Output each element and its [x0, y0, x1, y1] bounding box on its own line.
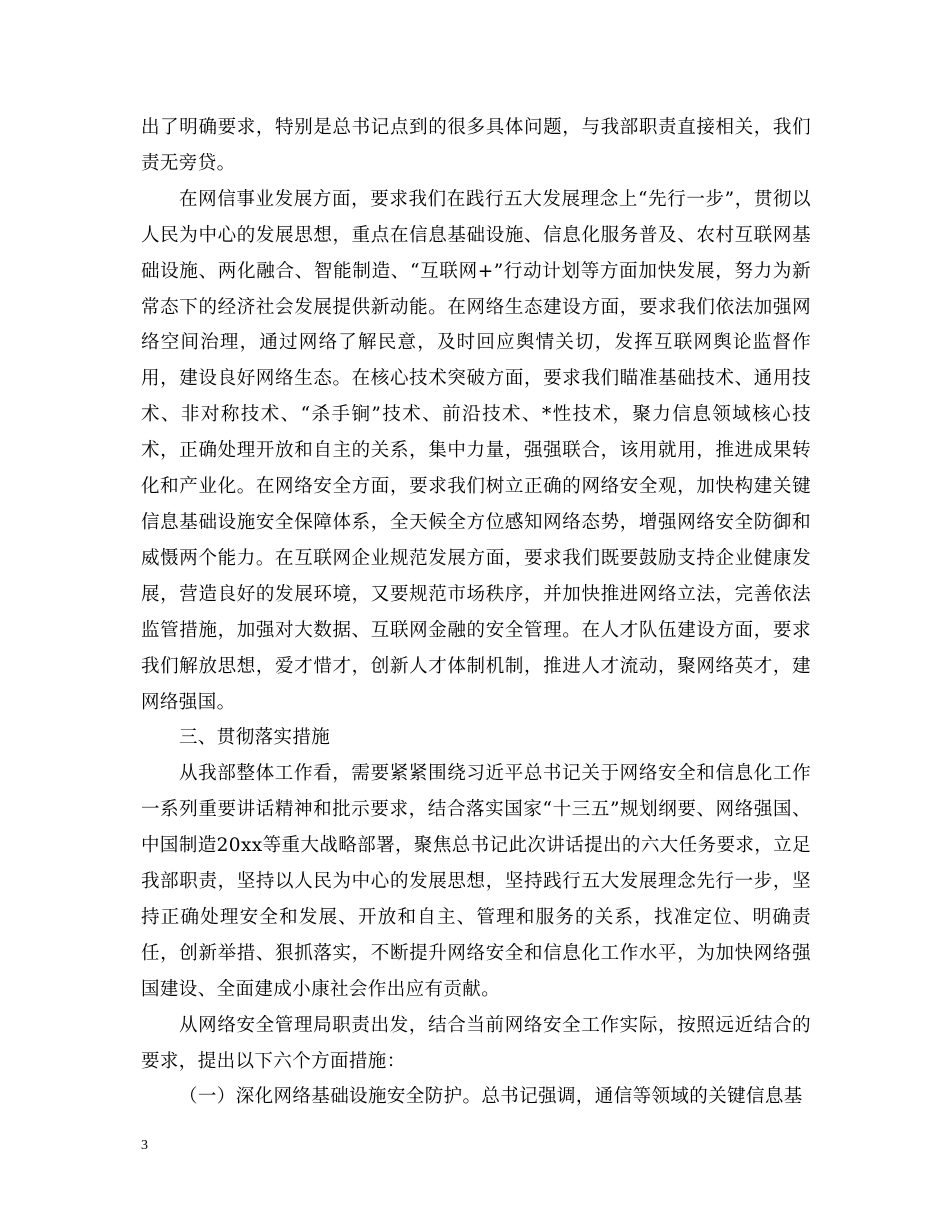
- page-number: 3: [141, 1138, 148, 1153]
- paragraph-bureau-duties: 从网络安全管理局职责出发，结合当前网络安全工作实际，按照远近结合的要求，提出以下六个方面措施：: [141, 1014, 811, 1072]
- body-text: [141, 110, 811, 1115]
- paragraph-overall-work: 从我部整体工作看，需要紧紧围绕习近平总书记关于网络安全和信息化工作一系列重要讲话精神和批示要求，结合落实国家“十三五”规划纲要、网络强国、中国制造20xx等重大战略部署，聚焦总书记此次讲话提出的六大任务要求，立足我部职责，坚持以人民为中心的发展思想，坚持践行五大发展理念先行一步，坚持正确处理安全和发展、开放和自主、管理和服务的关系，找准定位、明确责任，创新举措、狠抓落实，不断提升网络安全和信息化工作水平，为加快网络强国建设、全面建成小康社会作出应有贡献。: [141, 763, 811, 1000]
- paragraph-measure-one: （一）深化网络基础设施安全防护。总书记强调，通信等领域的关键信息基: [179, 1086, 803, 1108]
- section-heading: 三、贯彻落实措施: [179, 727, 331, 749]
- paragraph-development: 在网信事业发展方面，要求我们在践行五大发展理念上“先行一步”，贯彻以人民为中心的发展思想，重点在信息基础设施、信息化服务普及、农村互联网基础设施、两化融合、智能制造、“互联网+”行动计划等方面加快发展，努力为新常态下的经济社会发展提供新动能。在网络生态建设方面，要求我们依法加强网络空间治理，通过网络了解民意，及时回应舆情关切，发挥互联网舆论监督作用，建设良好网络生态。在核心技术突破方面，要求我们瞄准基础技术、通用技术、非对称技术、“杀手锏”技术、前沿技术、*性技术，聚力信息领域核心技术，正确处理开放和自主的关系，集中力量，强强联合，该用就用，推进成果转化和产业化。在网络安全方面，要求我们树立正确的网络安全观，加快构建关键信息基础设施安全保障体系，全天候全方位感知网络态势，增强网络安全防御和威慑两个能力。在互联网企业规范发展方面，要求我们既要鼓励支持企业健康发展，营造良好的发展环境，又要规范市场秩序，并加快推进网络立法，完善依法监管措施，加强对大数据、互联网金融的安全管理。在人才队伍建设方面，要求我们解放思想，爱才惜才，创新人才体制机制，推进人才流动，聚网络英才，建网络强国。: [141, 188, 811, 713]
- paragraph-continuation: 出了明确要求，特别是总书记点到的很多具体问题，与我部职责直接相关，我们责无旁贷。: [141, 117, 811, 174]
